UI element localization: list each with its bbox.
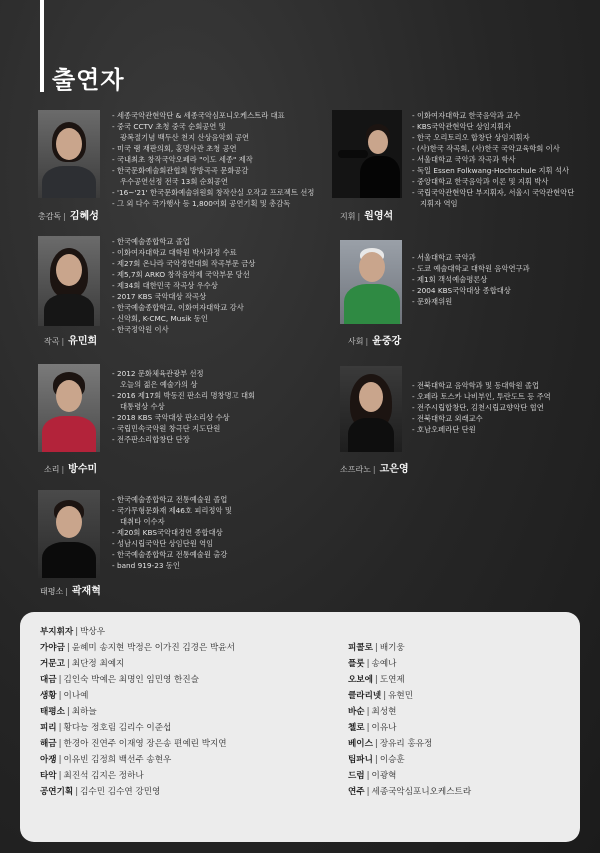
- member-role: 오보에: [348, 675, 373, 685]
- member-names: 이나예: [63, 691, 89, 701]
- performer-role: 총감독: [38, 212, 62, 221]
- member-row: 부지휘자 | 박상우: [40, 624, 235, 640]
- bio-line: - 전북대학교 외래교수: [412, 414, 483, 423]
- member-row: 클라리넷 | 유현민: [348, 688, 471, 704]
- performer-name: 곽재혁: [71, 586, 101, 597]
- member-names: 세종국악심포니오케스트라: [371, 787, 472, 797]
- member-role: 드럼: [348, 771, 365, 781]
- performer-role: 태평소: [40, 587, 64, 596]
- performer-role: 사회: [348, 337, 364, 346]
- bio-line: 대통령상 수상: [120, 402, 165, 411]
- member-role: 첼로: [348, 723, 365, 733]
- bio-line: - 한국예술종합학교 전통예술원 출강: [112, 550, 228, 559]
- member-row: 공연기획 | 김수민 김수연 강민영: [40, 784, 235, 800]
- performer-role: 소리: [44, 465, 60, 474]
- member-names: 최성현: [371, 707, 397, 717]
- performer-caption: 태평소 | 곽재혁: [40, 586, 101, 597]
- bio-line: - KBS국악관현악단 상임지휘자: [412, 122, 512, 131]
- bio-line: - 미국 램 재판의회, 홍명사관 초청 공연: [112, 144, 237, 153]
- bio-line: - 제20회 KBS국악대경연 종합대상: [112, 528, 223, 537]
- performer-bio: [412, 380, 551, 435]
- member-row: 연주 | 세종국악심포니오케스트라: [348, 784, 471, 800]
- bio-line: - 이화여자대학교 대학원 박사과정 수료: [112, 248, 237, 257]
- performer-caption: 사회 | 윤중강: [348, 336, 402, 347]
- performer-caption: 소리 | 방수미: [44, 464, 98, 475]
- bio-line: - 신악회, K-CMC, Musik 동인: [112, 314, 208, 323]
- bio-line: - 전북대학교 음악학과 및 동대학원 졸업: [412, 381, 540, 390]
- member-names: 김수민 김수연 강민영: [80, 787, 161, 797]
- performer-name: 원영석: [364, 211, 394, 222]
- member-role: 팀파니: [348, 755, 373, 765]
- member-role: 플룻: [348, 659, 365, 669]
- performer-photo-kim-hyeseong: [38, 110, 100, 198]
- bio-line: - 이화여자대학교 한국음악과 교수: [412, 111, 521, 120]
- members-list-left: [40, 624, 235, 800]
- member-names: 이광혁: [371, 771, 397, 781]
- bio-line: - 도쿄 예술대학교 대학원 음악연구과: [412, 264, 530, 273]
- bio-line: - 2004 KBS국악대상 종합대상: [412, 286, 511, 295]
- performer-name: 방수미: [68, 464, 98, 475]
- member-names: 송예나: [371, 659, 397, 669]
- bio-line: - '16~'21' 한국문화예술위원회 창작산실 오작교 프로젝트 선정: [112, 188, 315, 197]
- bio-line: - 독일 Essen Folkwang-Hochschule 지휘 석사: [412, 166, 570, 175]
- member-row: 팀파니 | 이승훈: [348, 752, 471, 768]
- bio-line: - 국립국악관현악단 부지휘자, 서울시 국악관현악단: [412, 188, 575, 197]
- bio-line: - (사)한국 작곡회, (사)한국 국악교육학회 이사: [412, 144, 560, 153]
- performer-photo-yoon-junggang: [340, 240, 402, 324]
- member-row: 거문고 | 최단정 최예지: [40, 656, 235, 672]
- bio-line: - 국가무형문화재 제46호 피리정악 및: [112, 506, 232, 515]
- bio-line: 광복절기념 백두산 천지 산상음악회 공연: [120, 133, 250, 142]
- performer-role: 지휘: [340, 212, 356, 221]
- bio-line: - 제27회 온나라 국악경연대회 작곡부문 금상: [112, 259, 256, 268]
- member-role: 바순: [348, 707, 365, 717]
- performer-name: 고은영: [379, 464, 409, 475]
- performer-role: 작곡: [44, 337, 60, 346]
- performer-photo-yoo-minhee: [38, 236, 100, 326]
- bio-line: - 국내최초 창작국악오페라 "이도 세종" 제작: [112, 155, 253, 164]
- member-row: 해금 | 한경아 진연주 이재영 장은송 편예린 박지연: [40, 736, 235, 752]
- member-row: 태평소 | 최하늘: [40, 704, 235, 720]
- member-names: 유현민: [388, 691, 414, 701]
- member-names: 윤혜미 송지현 박정은 이가진 김경은 박윤서: [71, 643, 235, 653]
- member-names: 도연제: [379, 675, 405, 685]
- bio-line: 대취타 이수자: [120, 517, 165, 526]
- member-row: 첼로 | 이유나: [348, 720, 471, 736]
- member-role: 베이스: [348, 739, 373, 749]
- performer-photo-kwak-jaehyuk: [38, 490, 100, 578]
- member-row: 피리 | 황다능 정호림 김리수 이준섭: [40, 720, 235, 736]
- bio-line: - 전주판소리합창단 단장: [112, 435, 190, 444]
- member-names: 황다능 정호림 김리수 이준섭: [63, 723, 172, 733]
- performer-role: 소프라노: [340, 465, 371, 474]
- bio-line: - 성남시립국악단 상임단원 역임: [112, 539, 214, 548]
- member-names: 장유리 홍유정: [379, 739, 433, 749]
- performer-bio: [112, 236, 255, 335]
- performer-bio: [412, 110, 574, 209]
- member-names: 이승훈: [379, 755, 405, 765]
- members-list-right: [348, 640, 471, 800]
- bio-line: - 전주시립합창단, 김천시립교향악단 협연: [412, 403, 544, 412]
- member-role: 부지휘자: [40, 627, 74, 637]
- performer-name: 김혜성: [69, 211, 99, 222]
- performer-photo-ko-eunyoung: [340, 366, 402, 452]
- performer-bio: [112, 110, 314, 209]
- performer-photo-bang-sumi: [38, 364, 100, 452]
- performer-name: 유민희: [68, 336, 98, 347]
- member-role: 대금: [40, 675, 57, 685]
- bio-line: - 한국예술종합학교 전통예술원 졸업: [112, 495, 228, 504]
- bio-line: - 서울대학교 국악과 작곡과 학사: [412, 155, 516, 164]
- member-names: 이유빈 김정희 백선주 송현우: [63, 755, 172, 765]
- member-row: 바순 | 최성현: [348, 704, 471, 720]
- bio-line: - 한국예술종합학교 졸업: [112, 237, 190, 246]
- bio-line: - 제34회 대한민국 작곡상 우수상: [112, 281, 218, 290]
- bio-line: - 국립민속국악원 창극단 지도단원: [112, 424, 221, 433]
- member-row: 타악 | 최진석 김지은 정하나: [40, 768, 235, 784]
- page-title: 출연자: [52, 66, 125, 94]
- bio-line: - 서울대학교 국악과: [412, 253, 476, 262]
- bio-line: - 2016 제17회 박동진 판소리 명창명고 대회: [112, 391, 256, 400]
- bio-line: 지휘자 역임: [420, 199, 458, 208]
- member-role: 피콜로: [348, 643, 373, 653]
- member-names: 김인숙 박예은 최명인 임민영 한진슬: [63, 675, 199, 685]
- bio-line: - 2017 KBS 국악대상 작곡상: [112, 292, 207, 301]
- member-role: 아쟁: [40, 755, 57, 765]
- bio-line: - 2012 문화체육관광부 선정: [112, 369, 204, 378]
- performer-caption: 지휘 | 원영석: [340, 211, 394, 222]
- bio-line: - 호남오페라단 단원: [412, 425, 476, 434]
- member-role: 생황: [40, 691, 57, 701]
- bio-line: - 오페라 토스카 나비부인, 투란도트 등 주역: [412, 392, 551, 401]
- member-names: 최하늘: [71, 707, 97, 717]
- performer-photo-won-youngseok: [332, 110, 402, 198]
- bio-line: - 한국정악원 이사: [112, 325, 169, 334]
- member-names: 박상우: [80, 627, 106, 637]
- bio-line: - 한국예술종합학교, 이화여자대학교 강사: [112, 303, 244, 312]
- member-row: 플룻 | 송예나: [348, 656, 471, 672]
- performer-bio: [412, 252, 530, 307]
- bio-line: - band 919-23 동인: [112, 561, 180, 570]
- bio-line: - 제5,7회 ARKO 창작음악제 국악부문 당선: [112, 270, 250, 279]
- bio-line: 오늘의 젊은 예술가의 상: [120, 380, 198, 389]
- member-row: 생황 | 이나예: [40, 688, 235, 704]
- bio-line: 우수공연선정 전국 13회 순회공연: [120, 177, 228, 186]
- performer-caption: 작곡 | 유민희: [44, 336, 98, 347]
- member-role: 타악: [40, 771, 57, 781]
- bio-line: - 그 외 다수 국가행사 등 1,800여회 공연기획 및 총감독: [112, 199, 291, 208]
- member-row: 아쟁 | 이유빈 김정희 백선주 송현우: [40, 752, 235, 768]
- bio-line: - 중국 CCTV 초청 중국 순회공연 및: [112, 122, 226, 131]
- performer-bio: [112, 494, 232, 571]
- member-names: 한경아 진연주 이재영 장은송 편예린 박지연: [63, 739, 227, 749]
- member-role: 태평소: [40, 707, 65, 717]
- member-role: 가야금: [40, 643, 65, 653]
- bio-line: - 문화재위원: [412, 297, 453, 306]
- bio-line: - 한국 오리토리오 합창단 상임지휘자: [412, 133, 530, 142]
- member-role: 공연기획: [40, 787, 74, 797]
- member-row: 대금 | 김인숙 박예은 최명인 임민영 한진슬: [40, 672, 235, 688]
- member-role: 해금: [40, 739, 57, 749]
- member-row: 오보에 | 도연제: [348, 672, 471, 688]
- member-row: 베이스 | 장유리 홍유정: [348, 736, 471, 752]
- performer-caption: 총감독 | 김혜성: [38, 211, 99, 222]
- performer-name: 윤중강: [372, 336, 402, 347]
- performer-bio: [112, 368, 255, 445]
- member-role: 피리: [40, 723, 57, 733]
- title-accent-bar: [40, 0, 44, 92]
- member-names: 최진석 김지은 정하나: [63, 771, 144, 781]
- orchestra-members-panel: [20, 612, 580, 842]
- member-names: 이유나: [371, 723, 397, 733]
- member-row: 드럼 | 이광혁: [348, 768, 471, 784]
- member-names: 배기웅: [379, 643, 405, 653]
- bio-line: - 중앙대학교 한국음악과 이론 및 지휘 박사: [412, 177, 549, 186]
- member-row: 가야금 | 윤혜미 송지현 박정은 이가진 김경은 박윤서: [40, 640, 235, 656]
- bio-line: - 한국문화예술회관협회 방방곡곡 문화공감: [112, 166, 249, 175]
- member-names: 최단정 최예지: [71, 659, 125, 669]
- member-role: 클라리넷: [348, 691, 382, 701]
- bio-line: - 세종국악관현악단 & 세종국악심포니오케스트라 대표: [112, 111, 285, 120]
- member-row: 피콜로 | 배기웅: [348, 640, 471, 656]
- bio-line: - 2018 KBS 국악대상 판소리상 수상: [112, 413, 230, 422]
- member-role: 연주: [348, 787, 365, 797]
- member-role: 거문고: [40, 659, 65, 669]
- performer-caption: 소프라노 | 고은영: [340, 464, 409, 475]
- bio-line: - 제1회 객석예술평론상: [412, 275, 488, 284]
